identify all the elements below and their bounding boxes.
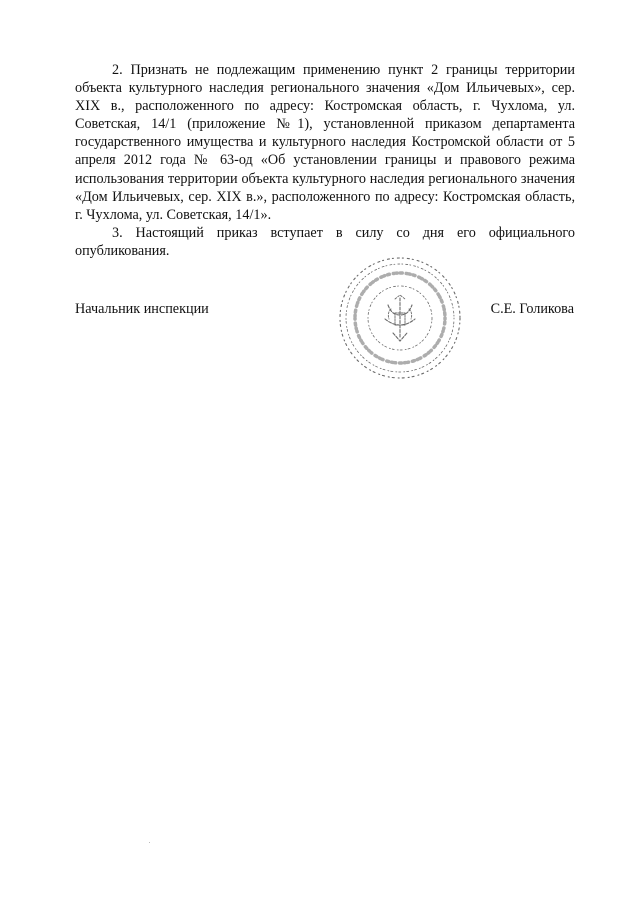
signatory-title: Начальник инспекции — [75, 301, 209, 317]
document-body — [75, 61, 575, 260]
paragraph-3: 3. Настоящий приказ вступает в силу со дня его официального опубликования. — [75, 224, 575, 259]
scan-speck — [149, 842, 150, 843]
paragraph-2: 2. Признать не подлежащим применению пункт 2 границы территории объекта культурного наследия регионального значения «Дом Ильичевых», сер. XIX в., расположенного по адресу: Костромская область, г. Чухлома, ул. Советская, 14/1 (приложение №1), установленной приказом департамента государственного имущества и культурного наследия Костромской области от 5 апреля 2012 года № 63-од «Об установлении границы и правового режима использования территории объекта культурного наследия регионального значения «Дом Ильичевых, сер. XIX в.», расположенного по адресу: Костромская область, г. Чухлома, ул. Советская, 14/1». — [75, 62, 575, 223]
official-seal-stamp — [335, 253, 465, 383]
signatory-name: С.Е. Голикова — [490, 301, 574, 317]
